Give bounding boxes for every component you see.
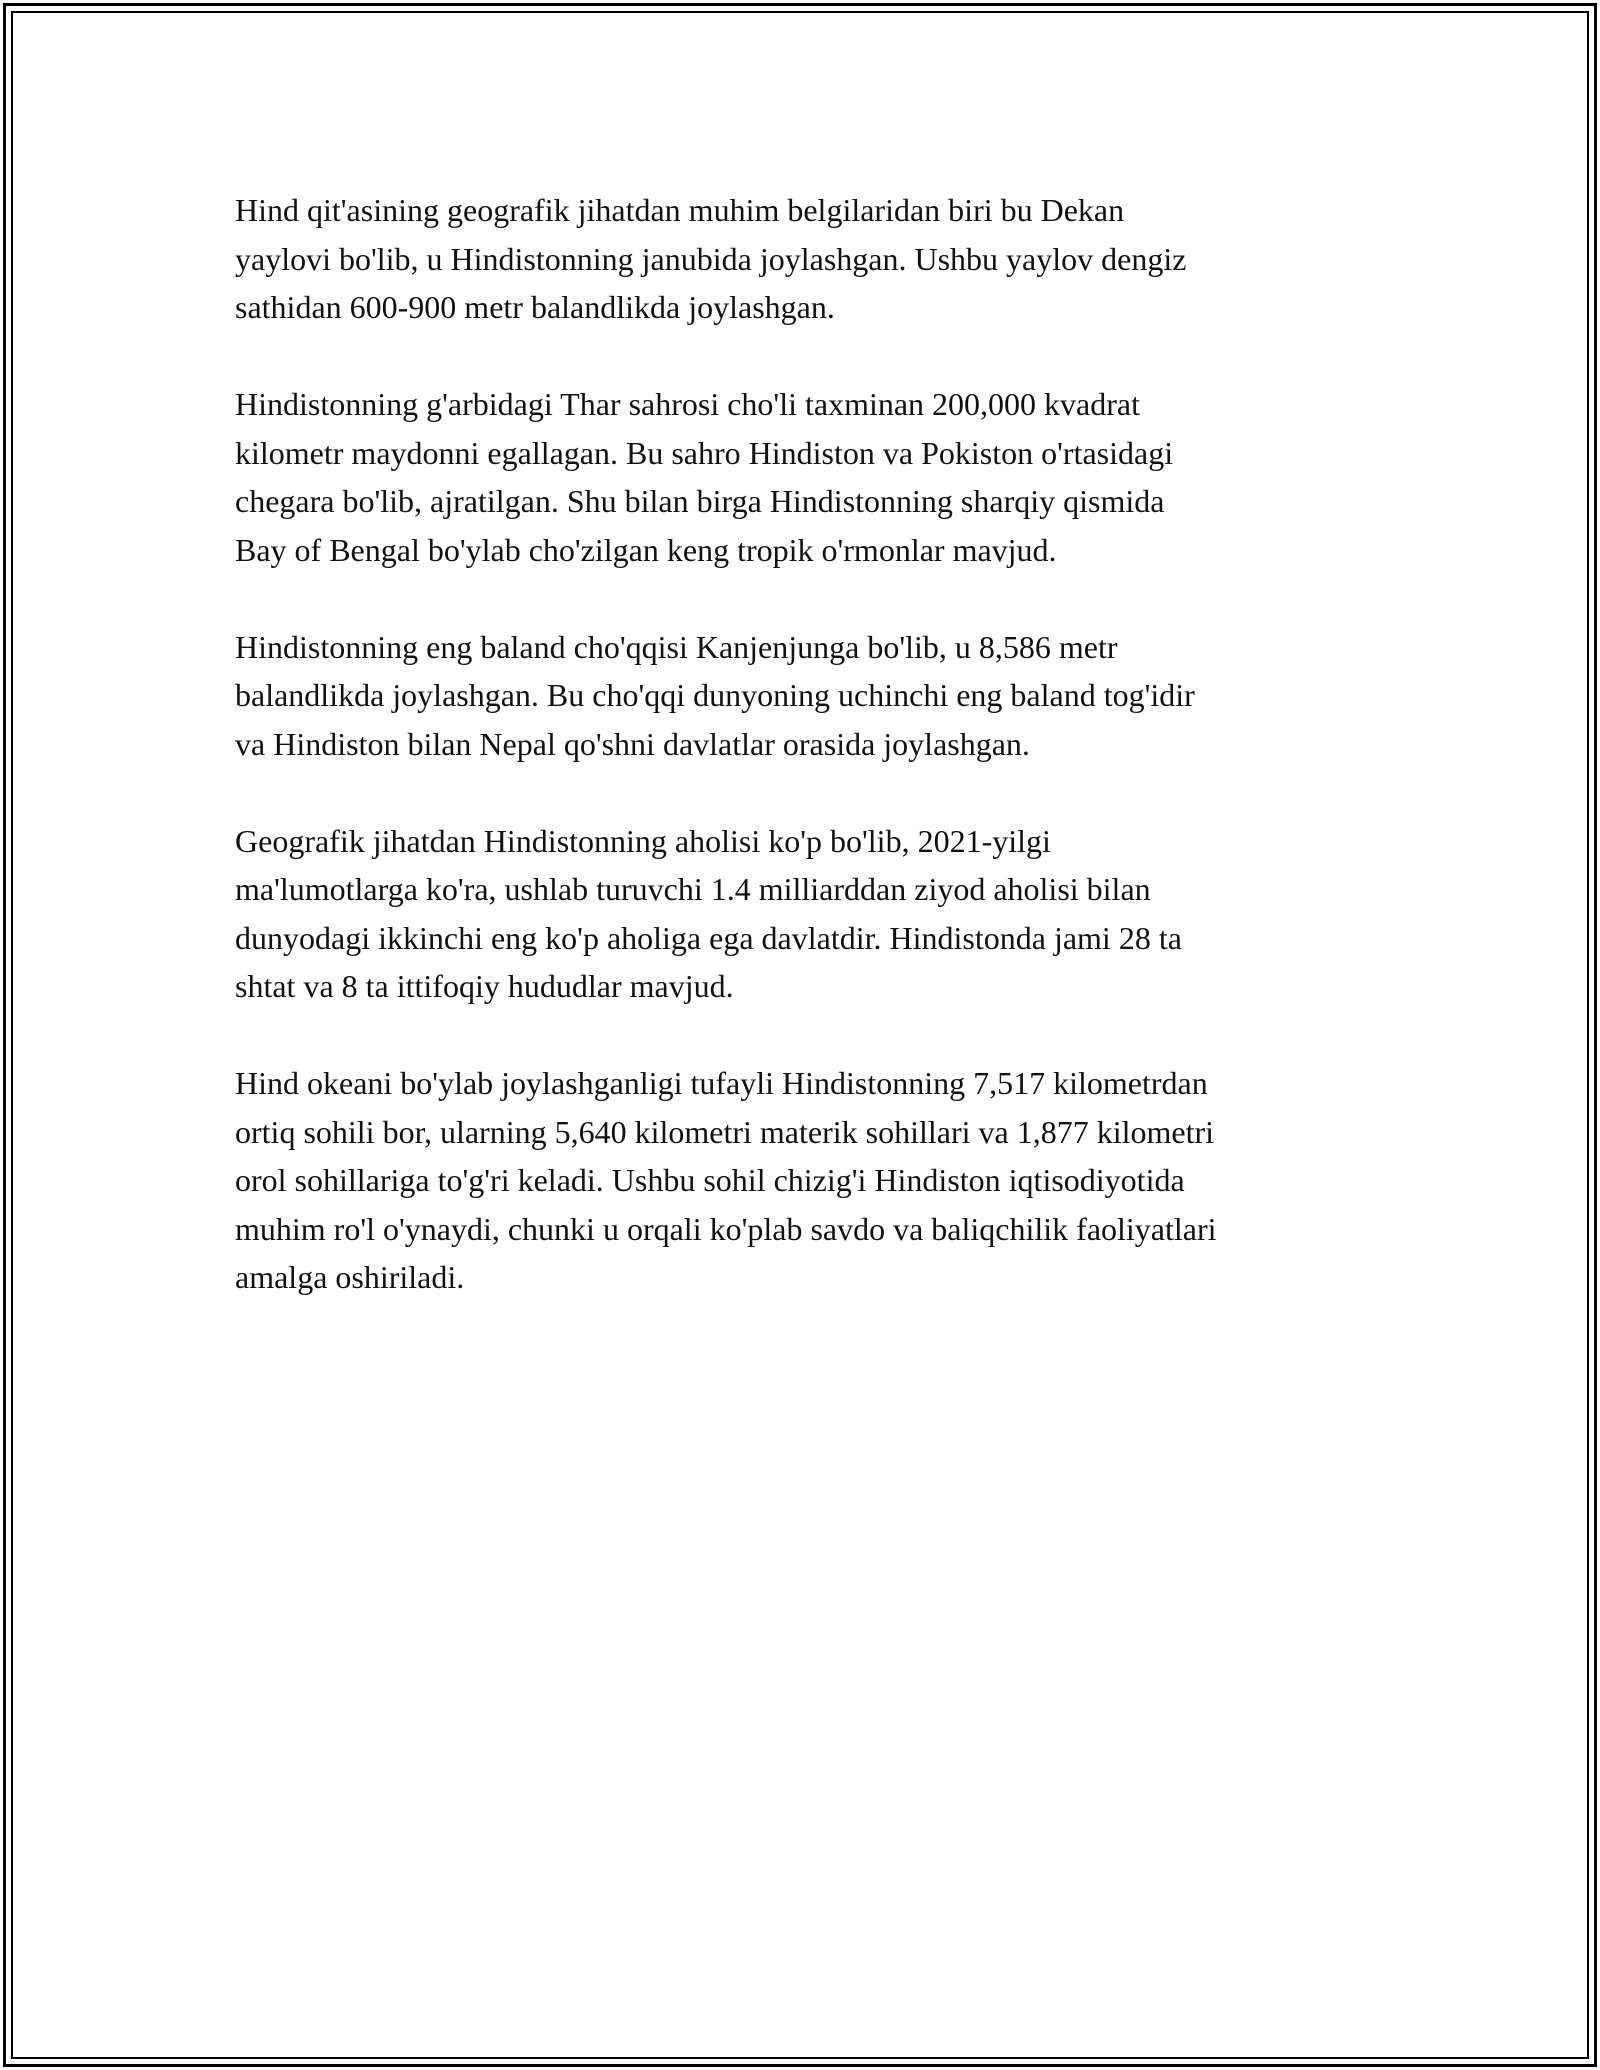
paragraph-population: Geografik jihatdan Hindistonning aholisi ko'p bo'lib, 2021-yilgi ma'lumotlarga ko'ra, ushlab turuvchi 1.4 milliarddan ziyod aholisi bilan dunyodagi ikkinchi eng ko'p aholiga ega davlatdir. Hindistonda jami 28 ta shtat va 8 ta ittifoqiy hududlar mavjud. [235, 822, 1182, 1004]
paragraph-highest-peak: Hindistonning eng baland cho'qqisi Kanjenjunga bo'lib, u 8,586 metr balandlikda joylashgan. Bu cho'qqi dunyoning uchinchi eng baland tog'idir va Hindiston bilan Nepal qo'shni davlatlar orasida joylashgan. [235, 628, 1195, 762]
paragraph-deccan-plateau: Hind qit'asining geografik jihatdan muhim belgilaridan biri bu Dekan yaylovi bo'lib, u Hindistonning janubida joylashgan. Ushbu yaylov dengiz sathidan 600-900 metr balandlikda joylashgan. [235, 192, 1187, 325]
paragraph-thar-desert: Hindistonning g'arbidagi Thar sahrosi cho'li taxminan 200,000 kvadrat kilometr maydonni egallagan. Bu sahro Hindiston va Pokiston o'rtasidagi chegara bo'lib, ajratilgan. Shu bilan birga Hindistonning sharqiy qismida Bay of Bengal bo'ylab cho'zilgan keng tropik o'rmonlar mavjud. [235, 386, 1174, 568]
document-body [235, 186, 1365, 1350]
paragraph-coastline: Hind okeani bo'ylab joylashganligi tufayli Hindistonning 7,517 kilometrdan ortiq sohili bor, ularning 5,640 kilometri materik sohillari va 1,877 kilometri orol sohillariga to'g'ri keladi. Ushbu sohil chizig'i Hindiston iqtisodiyotida muhim ro'l o'ynaydi, chunki u orqali ko'plab savdo va baliqchilik faoliyatlari amalga oshiriladi. [235, 1065, 1217, 1295]
